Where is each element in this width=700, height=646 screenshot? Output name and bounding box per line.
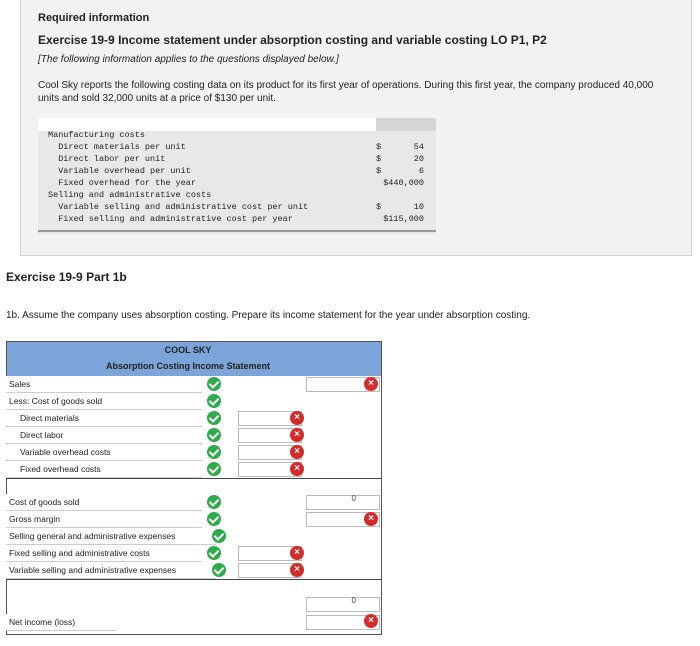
statement-row bbox=[6, 410, 382, 427]
correct-check-icon bbox=[207, 394, 221, 408]
subtotal-value: 0 bbox=[351, 596, 356, 605]
row-label: Sales bbox=[9, 379, 31, 389]
correct-check-icon bbox=[207, 377, 221, 391]
incorrect-x-icon: × bbox=[290, 428, 304, 442]
cost-value: $115,000 bbox=[383, 214, 424, 224]
cogs-value: 0 bbox=[351, 494, 356, 503]
table-divider bbox=[38, 230, 436, 232]
exercise-title: Exercise 19-9 Income statement under absorption costing and variable costing LO P1, P2 bbox=[38, 33, 547, 47]
correct-check-icon bbox=[207, 495, 221, 509]
exercise-note: [The following information applies to the questions displayed below.] bbox=[38, 54, 339, 65]
question-text: 1b. Assume the company uses absorption costing. Prepare its income statement for the year under absorption costing. bbox=[6, 310, 531, 321]
statement-row bbox=[6, 511, 382, 528]
statement-row bbox=[6, 461, 382, 478]
statement-row bbox=[6, 494, 382, 511]
cost-label: Direct labor per unit bbox=[48, 154, 166, 164]
row-label: Gross margin bbox=[9, 514, 61, 524]
correct-check-icon bbox=[212, 529, 226, 543]
cost-dollar-sign: $ bbox=[376, 142, 382, 152]
cost-label: Variable overhead per unit bbox=[48, 166, 191, 176]
incorrect-x-icon: × bbox=[290, 462, 304, 476]
cost-value: 54 bbox=[413, 142, 424, 152]
statement-row bbox=[6, 614, 382, 631]
incorrect-x-icon: × bbox=[364, 377, 378, 391]
incorrect-x-icon: × bbox=[290, 563, 304, 577]
statement-row bbox=[6, 444, 382, 461]
statement-row bbox=[6, 545, 382, 562]
cost-dollar-sign: $ bbox=[376, 154, 382, 164]
row-label: Direct labor bbox=[20, 430, 64, 440]
incorrect-x-icon: × bbox=[290, 546, 304, 560]
correct-check-icon bbox=[207, 428, 221, 442]
required-information-title: Required information bbox=[38, 12, 150, 24]
section-divider bbox=[6, 579, 382, 580]
statement-row bbox=[6, 393, 382, 410]
cost-dollar-sign: $ bbox=[376, 166, 382, 176]
cost-label: Fixed selling and administrative cost per year bbox=[48, 214, 293, 224]
row-label: Variable overhead costs bbox=[20, 447, 111, 457]
exercise-description: Cool Sky reports the following costing data on its product for its first year of operations. During this first year, the company produced 40,000 units and sold 32,000 units at a price of $130 per unit. bbox=[38, 80, 654, 104]
row-label: Cost of goods sold bbox=[9, 497, 80, 507]
row-label: Selling general and administrative expenses bbox=[9, 531, 176, 541]
cost-label: Manufacturing costs bbox=[48, 130, 145, 140]
incorrect-x-icon: × bbox=[290, 445, 304, 459]
statement-row bbox=[6, 376, 382, 393]
cost-dollar-sign: $ bbox=[376, 202, 382, 212]
correct-check-icon bbox=[207, 445, 221, 459]
part-title: Exercise 19-9 Part 1b bbox=[6, 270, 127, 284]
cost-label: Direct materials per unit bbox=[48, 142, 186, 152]
row-label: Direct materials bbox=[20, 413, 80, 423]
cost-value: 20 bbox=[413, 154, 424, 164]
row-label: Variable selling and administrative expenses bbox=[9, 565, 177, 575]
incorrect-x-icon: × bbox=[364, 614, 378, 628]
row-label: Less: Cost of goods sold bbox=[9, 396, 103, 406]
correct-check-icon bbox=[212, 563, 226, 577]
row-label: Fixed overhead costs bbox=[20, 464, 101, 474]
cost-label: Fixed overhead for the year bbox=[48, 178, 196, 188]
cost-label: Variable selling and administrative cost per unit bbox=[48, 202, 309, 212]
statement-row bbox=[6, 528, 382, 545]
cost-value: $440,000 bbox=[383, 178, 424, 188]
correct-check-icon bbox=[207, 411, 221, 425]
row-label: Net income (loss) bbox=[9, 617, 76, 627]
statement-title: Absorption Costing Income Statement bbox=[105, 361, 270, 371]
correct-check-icon bbox=[207, 512, 221, 526]
cost-label: Selling and administrative costs bbox=[48, 190, 212, 200]
cost-value: 6 bbox=[418, 166, 424, 176]
company-name: COOL SKY bbox=[164, 345, 212, 355]
correct-check-icon bbox=[207, 462, 221, 476]
statement-row bbox=[6, 562, 382, 579]
correct-check-icon bbox=[207, 546, 221, 560]
row-label: Fixed selling and administrative costs bbox=[9, 548, 150, 558]
cost-value: 10 bbox=[413, 202, 424, 212]
statement-row bbox=[6, 427, 382, 444]
section-divider bbox=[6, 478, 382, 479]
incorrect-x-icon: × bbox=[364, 512, 378, 526]
incorrect-x-icon: × bbox=[290, 411, 304, 425]
